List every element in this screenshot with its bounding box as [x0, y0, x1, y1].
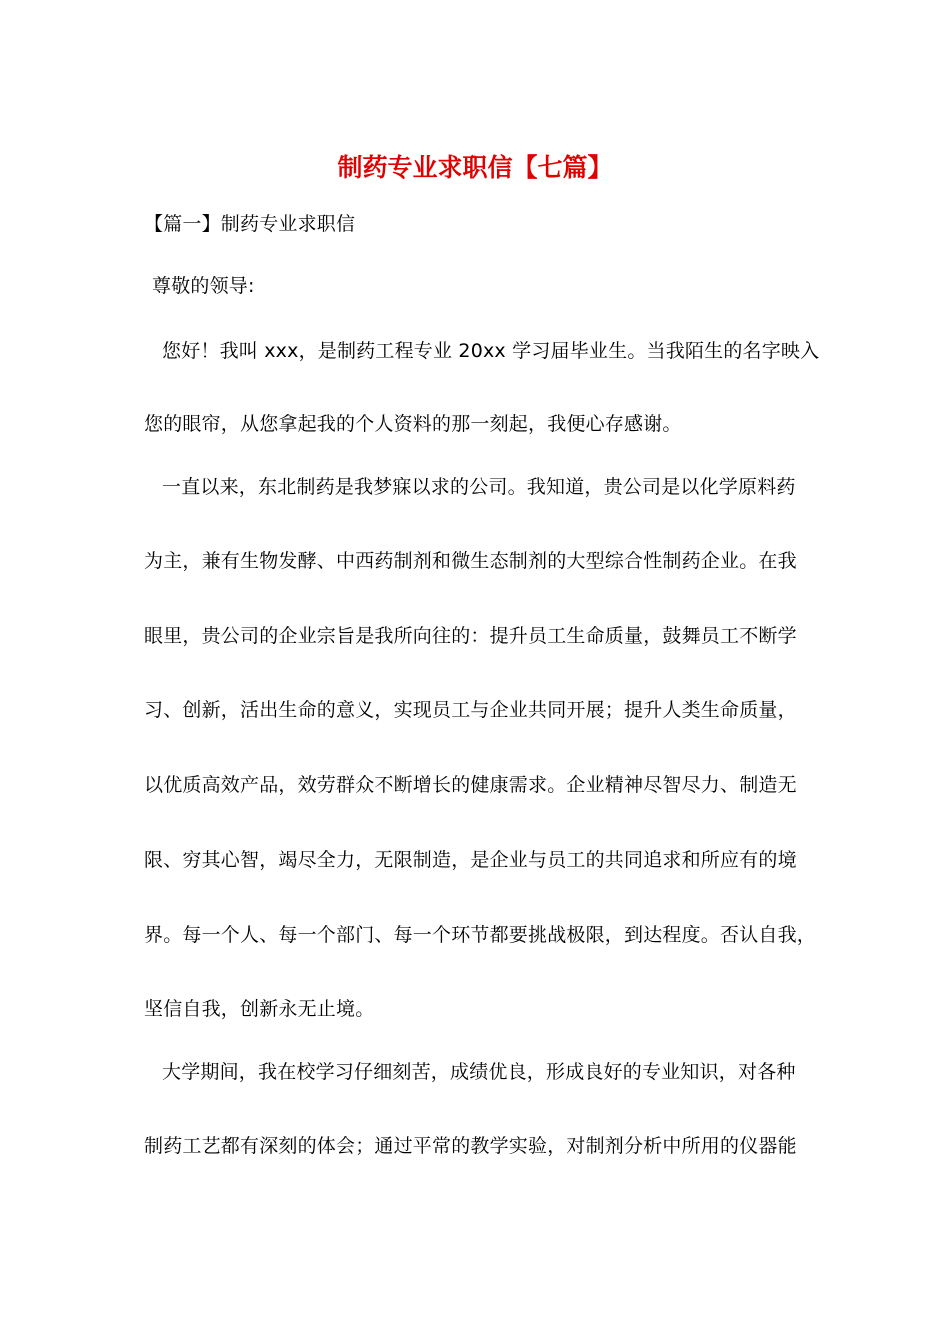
salutation: 尊敬的领导:: [152, 275, 255, 297]
body-line: 眼里，贵公司的企业宗旨是我所向往的：提升员工生命质量，鼓舞员工不断学: [144, 625, 797, 647]
body-line: 以优质高效产品，效劳群众不断增长的健康需求。企业精神尽智尽力、制造无: [144, 774, 797, 796]
body-line: 界。每一个人、每一个部门、每一个环节都要挑战极限，到达程度。否认自我，: [144, 924, 817, 946]
body-line: 一直以来，东北制药是我梦寐以求的公司。我知道，贵公司是以化学原料药: [162, 476, 796, 498]
section-heading: 【篇一】制药专业求职信: [144, 213, 356, 235]
body-line: 大学期间，我在校学习仔细刻苦，成绩优良，形成良好的专业知识，对各种: [162, 1061, 796, 1083]
body-line: 为主，兼有生物发酵、中西药制剂和微生态制剂的大型综合性制药企业。在我: [144, 550, 797, 572]
body-line: 限、穷其心智，竭尽全力，无限制造，是企业与员工的共同追求和所应有的境: [144, 849, 797, 871]
body-line: 习、创新，活出生命的意义，实现员工与企业共同开展；提升人类生命质量，: [144, 699, 797, 721]
body-line: 坚信自我，创新永无止境。: [144, 998, 375, 1020]
document-title: 制药专业求职信【七篇】: [337, 153, 613, 182]
body-line: 您的眼帘，从您拿起我的个人资料的那一刻起，我便心存感谢。: [144, 413, 682, 435]
body-line: 您好！我叫 xxx，是制药工程专业 20xx 学习届毕业生。当我陌生的名字映入: [162, 340, 820, 362]
body-line: 制药工艺都有深刻的体会；通过平常的教学实验，对制剂分析中所用的仪器能: [144, 1135, 797, 1157]
